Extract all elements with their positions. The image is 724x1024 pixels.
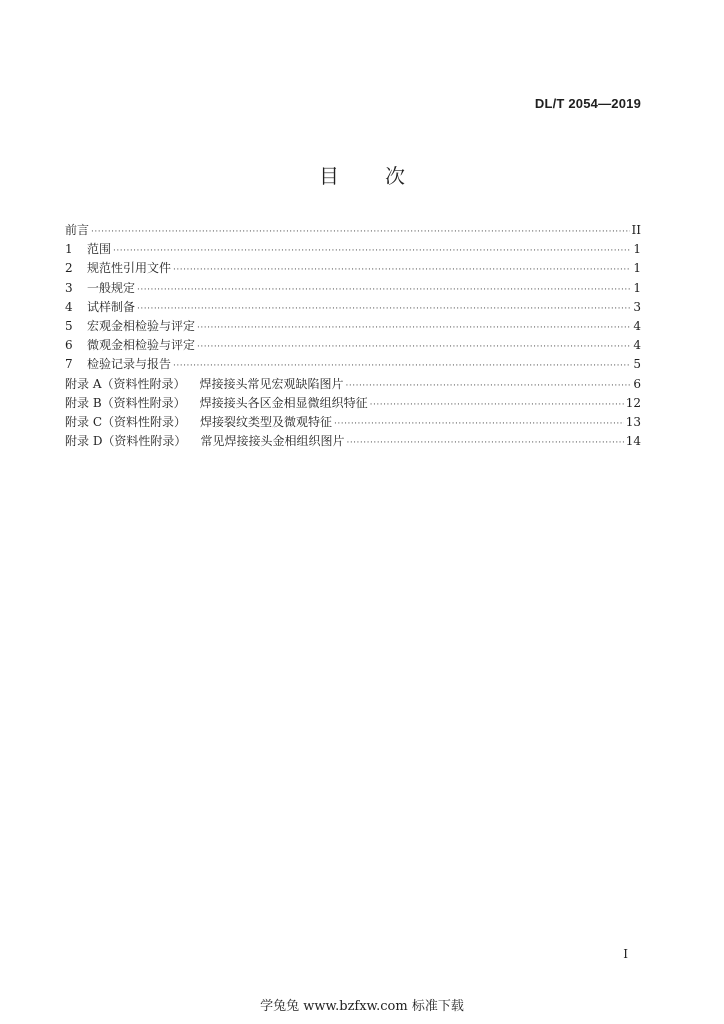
- toc-leader-dots: [197, 319, 631, 338]
- toc-leader-dots: [370, 396, 624, 415]
- toc-entry[interactable]: [65, 240, 641, 259]
- toc-entry-subtitle: 焊接接头各区金相显微组织特征: [199, 395, 368, 410]
- toc-entry-label: 附录 B（资料性附录）: [65, 395, 186, 410]
- toc-entry[interactable]: [65, 279, 641, 298]
- toc-leader-dots: [137, 300, 631, 319]
- toc-entry-label: 一般规定: [87, 280, 136, 295]
- toc-entry-label: 试样制备: [87, 299, 136, 314]
- toc-entry-subtitle: 焊接接头常见宏观缺陷图片: [199, 376, 344, 391]
- toc-entry-label: 检验记录与报告: [87, 357, 172, 372]
- toc-entry-number: 2: [65, 261, 73, 276]
- toc-title-left: 目: [319, 164, 339, 188]
- toc-entry-page: 4: [633, 338, 641, 353]
- toc-entry-number: 1: [65, 242, 73, 257]
- toc-leader-dots: [334, 415, 624, 434]
- toc-entry-page: 14: [625, 434, 641, 449]
- page-number: I: [623, 947, 628, 961]
- toc-entry[interactable]: [65, 394, 641, 413]
- toc-entry-label: 范围: [87, 242, 112, 257]
- toc-entry-number: 5: [65, 318, 73, 333]
- watermark: 学兔兔 www.bzfxw.com 标准下载: [260, 999, 464, 1014]
- toc-entry[interactable]: [65, 221, 641, 240]
- toc-entry-number: 4: [65, 299, 73, 314]
- toc-entry-page: 1: [633, 242, 641, 257]
- toc-entry[interactable]: [65, 259, 641, 278]
- toc-entry[interactable]: [65, 413, 641, 432]
- toc-entry-label: 微观金相检验与评定: [87, 338, 196, 353]
- toc-entry-page: 4: [633, 318, 641, 333]
- toc-entry-label: 附录 D（资料性附录）: [65, 434, 187, 449]
- standard-number: DL/T 2054—2019: [534, 96, 641, 111]
- toc-entry[interactable]: [65, 355, 641, 374]
- toc-entry-page: 13: [625, 414, 641, 429]
- toc-entry[interactable]: [65, 336, 641, 355]
- toc-leader-dots: [173, 261, 631, 280]
- toc-entry-number: 6: [65, 338, 73, 353]
- toc-entry-number: 3: [65, 280, 73, 295]
- toc-entry-page: 1: [633, 280, 641, 295]
- toc-leader-dots: [137, 281, 631, 300]
- toc-entry-page: 1: [633, 261, 641, 276]
- toc-title-right: 次: [385, 164, 405, 188]
- toc-leader-dots: [346, 377, 632, 396]
- toc-entry-page: 12: [625, 395, 641, 410]
- toc-leader-dots: [197, 338, 631, 357]
- toc-leader-dots: [346, 434, 623, 453]
- toc-entry-subtitle: 焊接裂纹类型及微观特征: [200, 414, 333, 429]
- table-of-contents: [65, 221, 641, 451]
- toc-entry[interactable]: [65, 432, 641, 451]
- toc-entry-number: 7: [65, 357, 73, 372]
- toc-leader-dots: [113, 242, 631, 261]
- toc-title: [0, 160, 724, 189]
- toc-entry[interactable]: [65, 375, 641, 394]
- toc-entry-label: 规范性引用文件: [87, 261, 172, 276]
- toc-entry[interactable]: [65, 317, 641, 336]
- toc-entry-label: 附录 C（资料性附录）: [65, 414, 186, 429]
- toc-entry-label: 宏观金相检验与评定: [87, 318, 196, 333]
- toc-entry-subtitle: 常见焊接接头金相组织图片: [200, 434, 345, 449]
- toc-entry-label: 附录 A（资料性附录）: [65, 376, 186, 391]
- toc-entry-page: 5: [633, 357, 641, 372]
- toc-entry-page: 3: [633, 299, 641, 314]
- toc-entry[interactable]: [65, 298, 641, 317]
- toc-leader-dots: [91, 223, 630, 242]
- toc-entry-page: II: [631, 223, 641, 237]
- toc-entry-page: 6: [633, 376, 641, 391]
- toc-entry-label: 前言: [65, 223, 90, 237]
